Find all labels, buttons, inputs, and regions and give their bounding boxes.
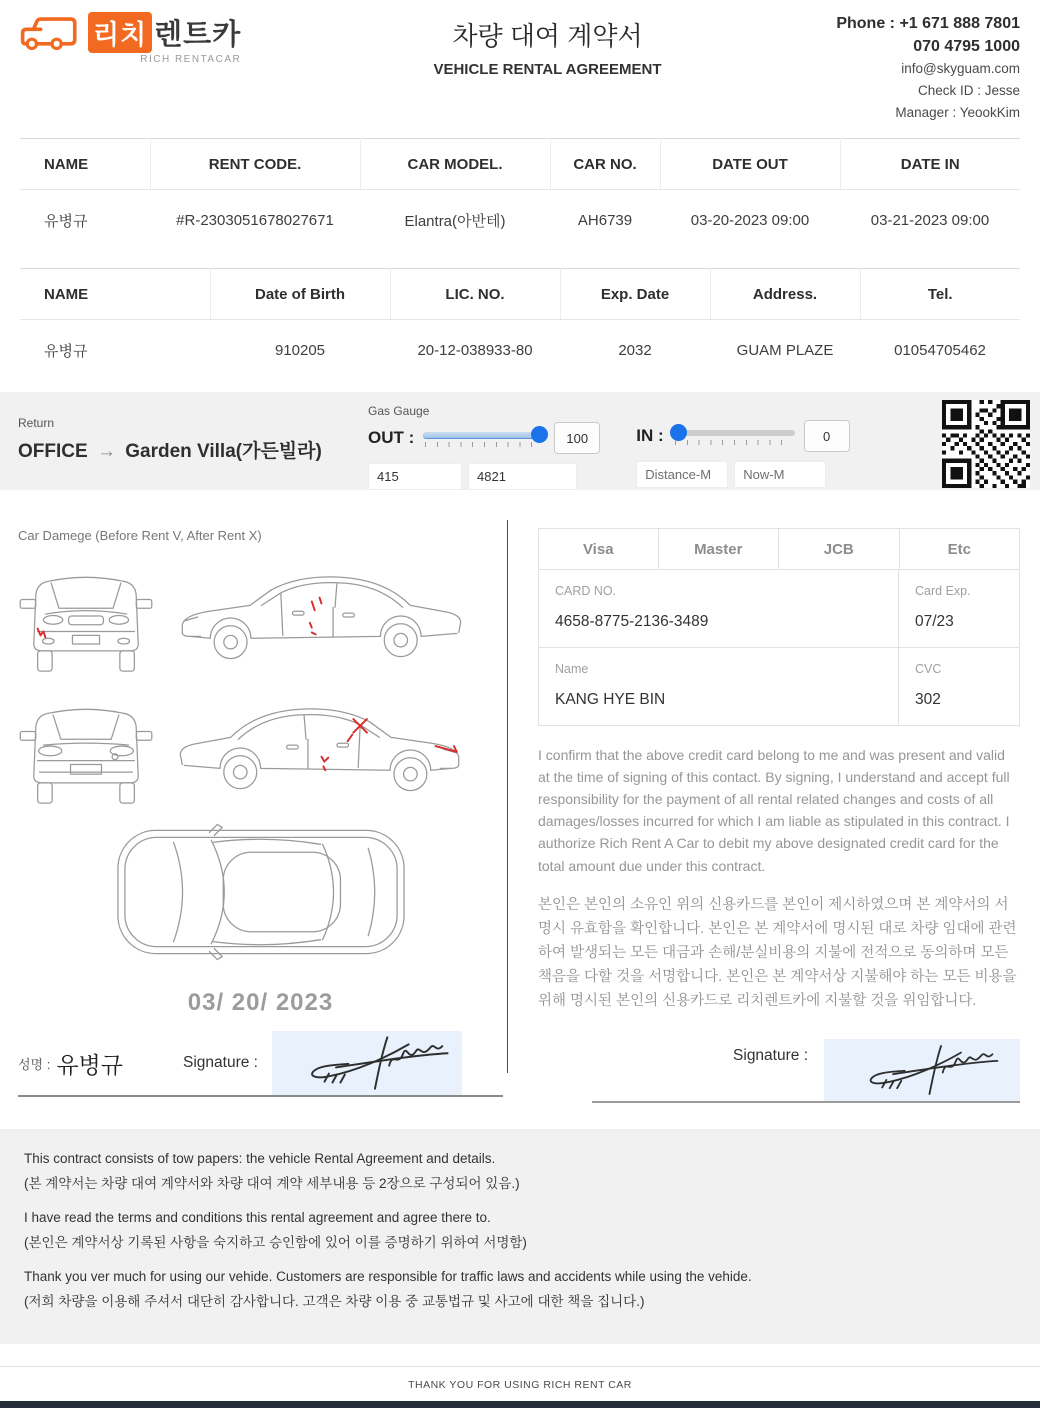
qr-code (942, 398, 1030, 484)
car-top-diagram[interactable] (112, 819, 410, 965)
route-from: OFFICE (18, 441, 88, 462)
date-in: 03-21-2023 09:00 (870, 211, 990, 229)
customer-name: 유병규 (56, 1051, 123, 1078)
damage-mark (310, 598, 322, 635)
damage-mark (38, 629, 46, 638)
confirmation-text-ko: 본인은 본인의 소유인 위의 신용카드를 본인이 제시하였으며 본 계약서의 서명시 유효함을 확인합니다. 본인은 본 계약서에 명시된 대로 차량 임대에 관련하여 발생되는 모든 대금과 손해/분실비용의 지불에 전적으로 동의하며 모든 책음을 다할 것을 서명합니다. 본인은 본 계약서상 지불해야 하는 모든 비용을 위해 명시된 본인의 신용카드로 리치렌트카에 지불할 것을 위임합니다. (538, 896, 1017, 1009)
in-value-input[interactable] (804, 420, 850, 452)
driver-name: 유병규 (44, 342, 88, 360)
contact-info (805, 12, 1020, 123)
column-header-dob: Date of Birth (210, 269, 390, 320)
check-id: Check ID : Jesse (917, 82, 1020, 98)
cvc-label: CVC (915, 662, 942, 676)
out-slider-ticks (425, 442, 543, 447)
page-header (0, 0, 1040, 138)
footer-bar (0, 1401, 1040, 1408)
in-slider-ticks (675, 440, 793, 445)
car-damage-section (0, 504, 507, 1103)
gas-gauge-label: Gas Gauge (368, 404, 430, 418)
in-slider-handle[interactable] (670, 424, 687, 441)
terms-item (24, 1149, 1016, 1195)
date-out: 03-20-2023 09:00 (690, 211, 810, 229)
customer-name-label: 성명 : (18, 1056, 51, 1072)
truck-logo-icon (20, 12, 82, 61)
return-label: Return (18, 416, 55, 430)
rental-info-table (20, 138, 1020, 250)
car-damage-label: Car Damege (Before Rent V, After Rent X) (18, 528, 262, 543)
car-side-right-diagram[interactable] (168, 691, 473, 807)
customer-signature-pad[interactable] (272, 1031, 462, 1095)
car-model: Elantra(아반테) (404, 212, 506, 230)
driver-info-table (20, 268, 1020, 380)
column-header-lic-no: LIC. NO. (390, 269, 560, 320)
page-title: 차량 대여 계약서 (452, 21, 643, 51)
cardholder-name-value[interactable]: KANG HYE BIN (555, 691, 666, 708)
terms-item (24, 1267, 1016, 1313)
odometer-end-input[interactable] (468, 463, 577, 490)
car-rear-diagram[interactable] (18, 689, 154, 807)
column-header-car-no: CAR NO. (550, 139, 660, 190)
card-tab-jcb[interactable]: JCB (779, 528, 900, 570)
email: info@skyguam.com (901, 61, 1020, 77)
card-signature-pad[interactable] (824, 1039, 1020, 1101)
credit-card-section (508, 504, 1040, 1103)
car-front-diagram[interactable] (18, 557, 154, 675)
column-header-name: NAME (20, 269, 210, 320)
driver-lic-no: 20-12-038933-80 (417, 341, 533, 359)
card-tab-master[interactable]: Master (659, 528, 780, 570)
column-header-date-in: DATE IN (840, 139, 1020, 190)
gas-gauge-out-block (368, 398, 600, 484)
cvc-value[interactable]: 302 (915, 691, 941, 708)
column-header-exp-date: Exp. Date (560, 269, 710, 320)
driver-table-row (20, 320, 1020, 381)
out-label: OUT : (368, 428, 415, 447)
terms-ko: (본 계약서는 차량 대여 계약서와 차량 대여 계약 세부내용 등 2장으로 구성되어 있음.) (24, 1175, 520, 1191)
page-footer (0, 1366, 1040, 1408)
card-exp-label: Card Exp. (915, 584, 971, 598)
confirmation-text-en: I confirm that the above credit card belong to me and was present and valid at the time of signing of this contact. By signing, I understand and accept full responsibility for the payment of all rental related changes and costs of all damages/losses incurred for which I am liable as stipulated in this contract. I authorize Rich Rent A Car to debit my above designated credit card for the total amount due under this contract. (538, 747, 1010, 874)
in-label: IN : (636, 426, 664, 445)
car-side-left-diagram[interactable] (168, 559, 473, 675)
brand-korean-dark: 렌트카 (154, 19, 242, 51)
terms-section (0, 1129, 1040, 1344)
contract-date: 03/ 20/ 2023 (187, 989, 334, 1016)
now-input[interactable] (734, 461, 826, 488)
signature-label: Signature : (733, 1046, 808, 1064)
column-header-car-model: CAR MODEL. (360, 139, 550, 190)
out-value-input[interactable] (554, 422, 600, 454)
brand-korean-orange: 리치 (88, 12, 152, 53)
column-header-name: NAME (20, 139, 150, 190)
card-no-value[interactable]: 4658-8775-2136-3489 (555, 613, 709, 630)
terms-item (24, 1208, 1016, 1254)
rich-rentacar-logo (20, 12, 290, 65)
driver-exp-date: 2032 (618, 341, 652, 359)
phone-number-1: Phone : +1 671 888 7801 (836, 15, 1020, 32)
terms-en: Thank you ver much for using our vehide. Customers are responsible for traffic laws and accidents while using the vehide. (24, 1268, 752, 1284)
out-gauge-slider[interactable] (423, 432, 545, 438)
renter-name: 유병규 (44, 212, 88, 230)
card-type-tabs (538, 528, 1020, 570)
route-to: Garden Villa(가든빌라) (125, 441, 322, 462)
page-subtitle: VEHICLE RENTAL AGREEMENT (433, 61, 662, 78)
terms-en: I have read the terms and conditions this rental agreement and agree there to. (24, 1209, 491, 1225)
signature-image (278, 1032, 456, 1094)
card-exp-value[interactable]: 07/23 (915, 613, 954, 630)
card-tab-etc[interactable]: Etc (900, 528, 1021, 570)
manager: Manager : YeookKim (895, 104, 1020, 120)
driver-dob: 910205 (274, 341, 326, 359)
out-slider-handle[interactable] (531, 426, 548, 443)
distance-input[interactable] (636, 461, 728, 488)
signature-label: Signature : (183, 1054, 258, 1071)
rental-table-row (20, 190, 1020, 251)
return-route (18, 436, 368, 463)
column-header-tel: Tel. (860, 269, 1020, 320)
return-gas-band (0, 392, 1040, 490)
column-header-address: Address. (710, 269, 860, 320)
cardholder-name-label: Name (555, 662, 589, 676)
gas-gauge-in-block (636, 398, 849, 484)
terms-ko: (본인은 계약서상 기록된 사항을 숙지하고 승인함에 있어 이를 증명하기 위하여 서명함) (24, 1234, 527, 1250)
terms-en: This contract consists of tow papers: the vehicle Rental Agreement and details. (24, 1150, 496, 1166)
column-header-date-out: DATE OUT (660, 139, 840, 190)
signature-image (830, 1041, 1014, 1099)
in-gauge-slider[interactable] (673, 430, 795, 436)
footer-text: THANK YOU FOR USING RICH RENT CAR (408, 1378, 632, 1391)
card-tab-visa[interactable]: Visa (538, 528, 659, 570)
card-details-box (538, 570, 1020, 726)
car-no: AH6739 (577, 211, 633, 229)
brand-subtitle: RICH RENTACAR (140, 54, 242, 65)
card-no-label: CARD NO. (555, 584, 617, 598)
odometer-start-input[interactable] (368, 463, 462, 490)
phone-number-2: 070 4795 1000 (913, 38, 1020, 56)
rent-code: #R-2303051678027671 (176, 211, 334, 229)
arrow-right-icon: → (96, 441, 116, 462)
terms-ko: (저희 차량을 이용해 주셔서 대단히 감사합니다. 고객은 차량 이용 중 교통법규 및 사고에 대한 책을 집니다.) (24, 1293, 645, 1309)
column-header-rent-code: RENT CODE. (150, 139, 360, 190)
driver-address: GUAM PLAZE (736, 341, 834, 359)
driver-tel: 01054705462 (894, 341, 986, 359)
